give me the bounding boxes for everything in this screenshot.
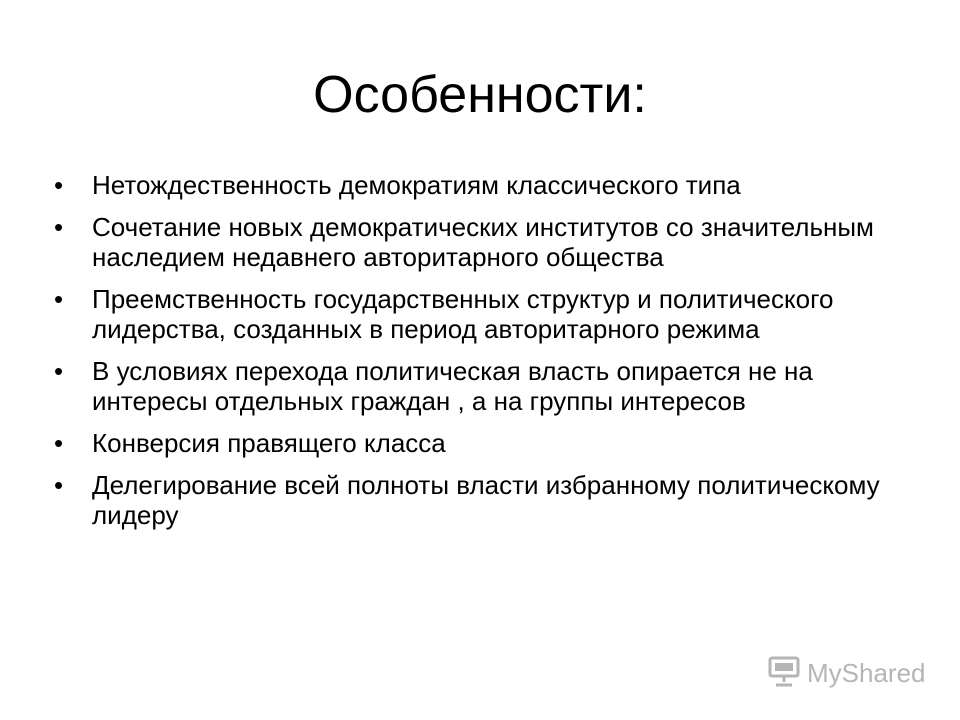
list-item: [52, 356, 912, 416]
bullet-marker: •: [54, 428, 64, 458]
bullet-marker: •: [54, 212, 64, 242]
watermark-text: MyShared: [807, 657, 926, 688]
bullet-text: Преемственность государственных структур и политического лидерства, созданных в период авторитарного режима: [92, 284, 834, 344]
bullet-text: Конверсия правящего класса: [92, 428, 446, 458]
bullet-text: Делегирование всей полноты власти избранному политическому лидеру: [92, 470, 880, 530]
presentation-screen-icon: [767, 654, 801, 693]
list-item: [52, 170, 912, 200]
list-item: [52, 212, 912, 272]
list-item: [52, 470, 912, 530]
bullet-list: [52, 170, 912, 542]
bullet-marker: •: [54, 170, 64, 200]
bullet-marker: •: [54, 470, 64, 500]
watermark-logo: [767, 653, 926, 693]
bullet-marker: •: [54, 284, 64, 314]
bullet-text: В условиях перехода политическая власть опирается не на интересы отдельных граждан , а на группы интересов: [92, 356, 813, 416]
bullet-text: Сочетание новых демократических институтов со значительным наследием недавнего авторитарного общества: [92, 212, 874, 272]
bullet-text: Нетождественность демократиям классического типа: [92, 170, 741, 200]
list-item: [52, 428, 912, 458]
slide-title: Особенности:: [313, 66, 647, 124]
bullet-marker: •: [54, 356, 64, 386]
list-item: [52, 284, 912, 344]
